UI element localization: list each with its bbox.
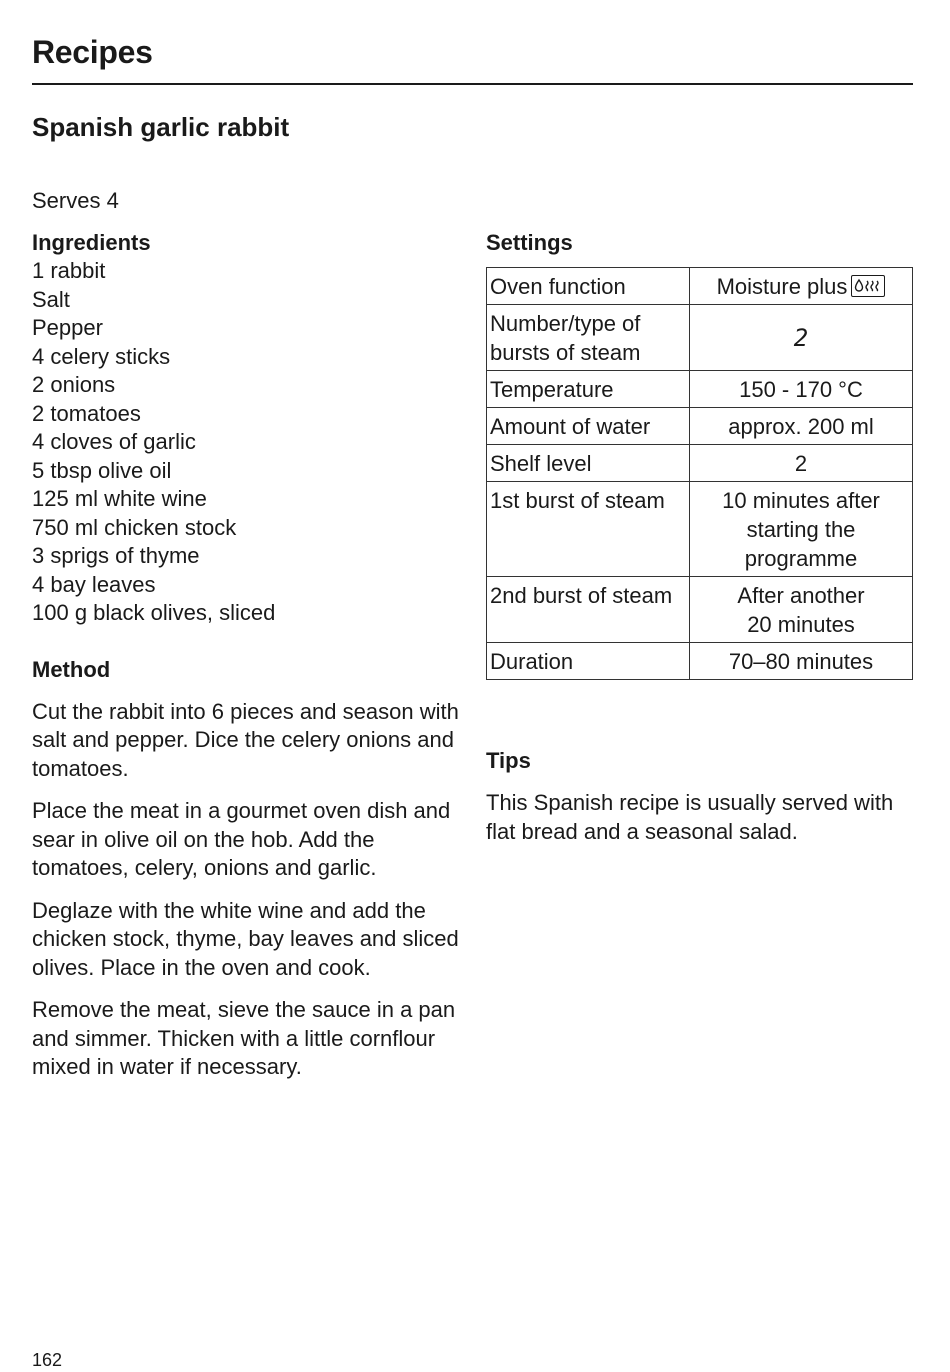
oven-function-value: Moisture plus <box>716 274 848 299</box>
ingredient-item: 4 bay leaves <box>32 571 156 597</box>
recipe-title: Spanish garlic rabbit <box>32 112 290 142</box>
page-header <box>32 32 913 85</box>
ingredient-item: 2 onions <box>32 372 116 397</box>
method-heading: Method <box>32 656 111 682</box>
ingredients-heading: Ingredients <box>32 230 151 255</box>
ingredient-item: 2 tomatoes <box>32 400 141 426</box>
settings-table <box>486 267 913 680</box>
setting-label: Shelf level <box>487 445 690 482</box>
method-step: Remove the meat, sieve the sauce in a pan and simmer. Thicken with a little cornflour mixed in water if necessary. <box>32 997 456 1079</box>
setting-label: Temperature <box>487 371 690 408</box>
ingredient-item: Pepper <box>32 315 103 340</box>
setting-label: Oven function <box>487 268 690 305</box>
ingredient-item: 750 ml chicken stock <box>32 514 237 540</box>
method-step: Cut the rabbit into 6 pieces and season with salt and pepper. Dice the celery onions and tomatoes. <box>32 698 459 781</box>
tips-section <box>486 747 913 846</box>
page-number: 162 <box>32 1350 63 1370</box>
method-step: Place the meat in a gourmet oven dish and sear in olive oil on the hob. Add the tomatoes, celery, onions and garlic. <box>32 798 451 880</box>
settings-heading: Settings <box>486 230 573 255</box>
ingredient-item: 1 rabbit <box>32 258 106 283</box>
setting-label: Number/type of bursts of steam <box>487 305 690 371</box>
ingredients-list <box>32 257 462 628</box>
tips-heading: Tips <box>486 748 531 773</box>
setting-value: approx. 200 ml <box>690 408 913 445</box>
ingredient-item: 3 sprigs of thyme <box>32 543 200 568</box>
table-row <box>487 445 913 482</box>
ingredient-item: Salt <box>32 286 70 312</box>
table-row <box>487 408 913 445</box>
setting-label: 2nd burst of steam <box>487 577 690 643</box>
moisture-plus-icon <box>851 275 885 297</box>
ingredient-item: 5 tbsp olive oil <box>32 457 172 483</box>
table-row <box>487 305 913 371</box>
table-row <box>487 482 913 577</box>
method-step: Deglaze with the white wine and add the chicken stock, thyme, bay leaves and sliced olives. Place in the oven and cook. <box>32 897 459 980</box>
setting-label: 1st burst of steam <box>487 482 690 577</box>
setting-value: 2 <box>690 445 913 482</box>
table-row <box>487 643 913 680</box>
setting-value: 70–80 minutes <box>690 643 913 680</box>
ingredient-item: 100 g black olives, sliced <box>32 600 276 625</box>
ingredient-item: 4 cloves of garlic <box>32 429 196 454</box>
table-row <box>487 577 913 643</box>
ingredient-item: 4 celery sticks <box>32 343 171 369</box>
table-row <box>487 268 913 305</box>
serves-text: Serves 4 <box>32 188 119 213</box>
tips-text: This Spanish recipe is usually served with flat bread and a seasonal salad. <box>486 790 894 844</box>
table-row <box>487 371 913 408</box>
setting-label: Amount of water <box>487 408 690 445</box>
setting-label: Duration <box>487 643 690 680</box>
setting-value: After another 20 minutes <box>690 577 913 643</box>
setting-value: 10 minutes after starting the programme <box>690 482 913 577</box>
page-title: Recipes <box>32 34 153 70</box>
ingredient-item: 125 ml white wine <box>32 486 207 511</box>
setting-value <box>690 305 913 371</box>
left-column <box>32 229 462 1082</box>
steam-bursts-display: 2 <box>793 323 809 352</box>
right-column <box>486 229 913 680</box>
setting-value: 150 - 170 °C <box>690 371 913 408</box>
setting-value <box>690 268 913 305</box>
